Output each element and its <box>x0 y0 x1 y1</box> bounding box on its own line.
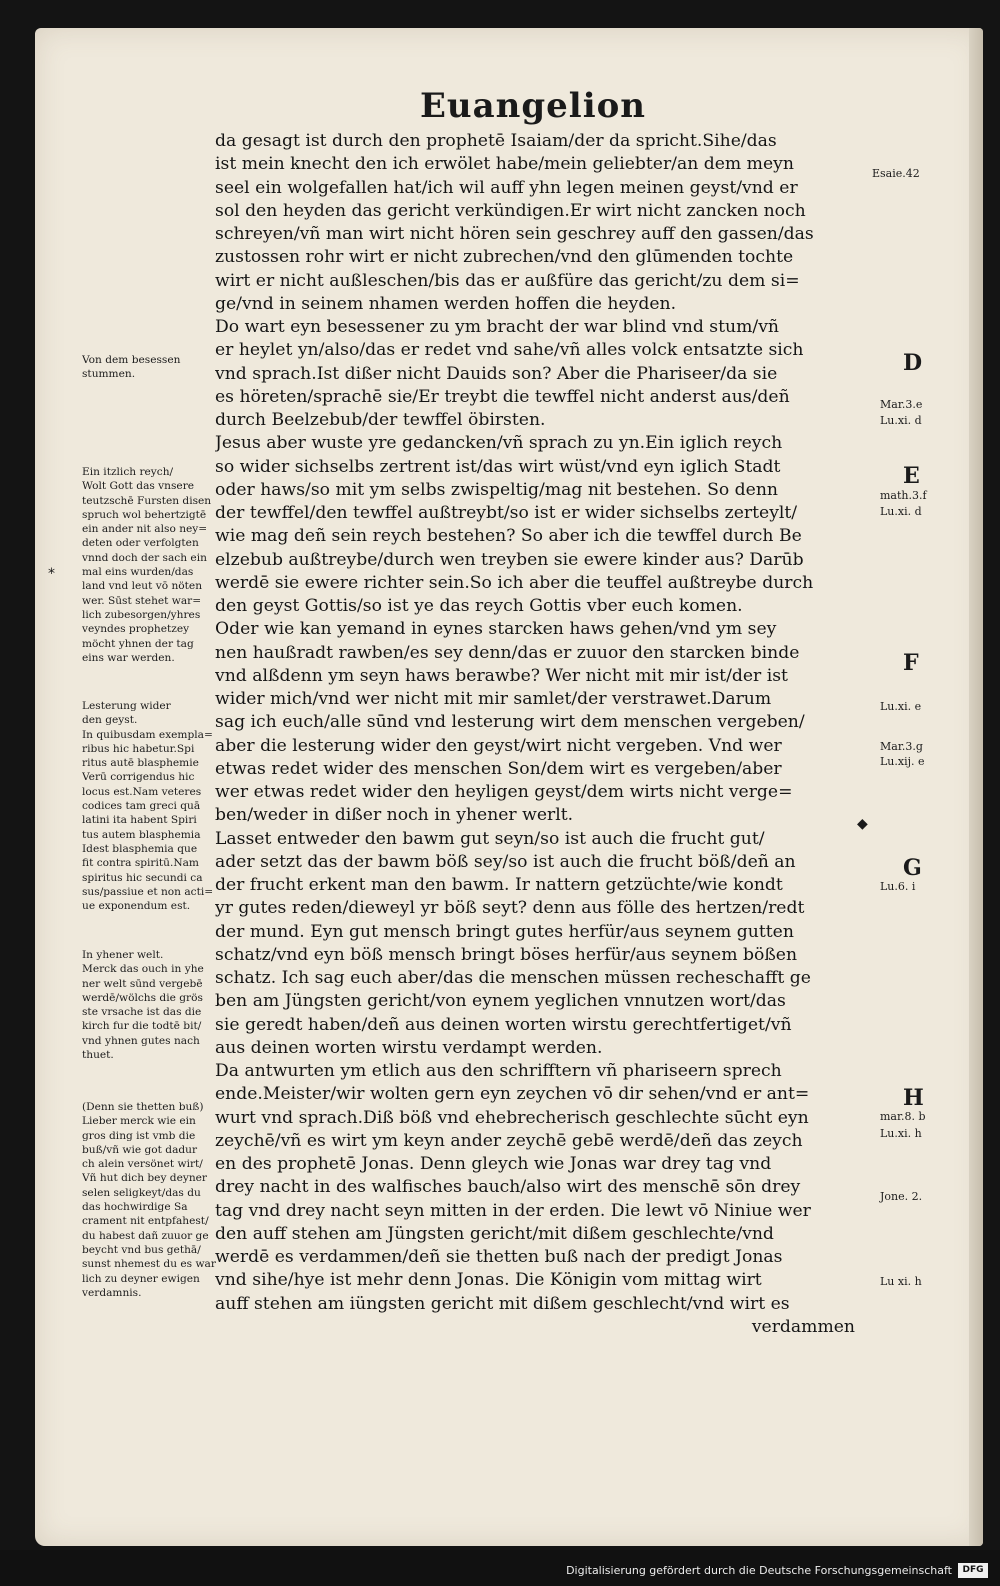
gloss-line: ue exponendum est. <box>82 900 191 913</box>
text-line: Jesus aber wuste yre gedancken/vñ sprach zu yn.Ein iglich reych <box>215 433 783 454</box>
text-line: werdē es verdammen/deñ sie thetten buß nach der predigt Jonas <box>215 1247 783 1267</box>
gloss-lesterung <box>82 699 232 913</box>
text-line: elzebub außtreybe/durch wen treyben sie ewere kinder aus? Darūb <box>215 549 804 570</box>
gloss-line: teutzschē Fursten disen <box>82 494 212 507</box>
gloss-line: In yhener welt. <box>82 949 164 961</box>
text-line: schatz. Ich sag euch aber/das die menschen müssen recheschafft ge <box>215 968 811 988</box>
text-line: seel ein wolgefallen hat/ich wil auff yhn legen meinen geyst/vnd er <box>215 177 798 198</box>
gloss-line: Verū corrigendus hic <box>82 771 195 784</box>
ref-mar3g: Mar.3.g <box>880 740 923 753</box>
text-line: ge/vnd in seinem nhamen werden hoffen die heyden. <box>215 293 677 314</box>
text-line: den auff stehen am Jüngsten gericht/mit dißem geschlechte/vnd <box>215 1223 774 1244</box>
section-letter-h: H <box>903 1085 924 1111</box>
text-line: den geyst Gottis/so ist ye das reych Gottis vber euch komen. <box>215 596 743 616</box>
text-line: wie mag deñ sein reych bestehen? So aber ich die tewffel durch Be <box>215 526 802 547</box>
dfg-logo: DFG <box>958 1563 988 1578</box>
gloss-line: Merck das ouch in yhe <box>82 963 204 976</box>
gloss-line: In quibusdam exempla= <box>82 728 213 741</box>
gloss-line: veyndes prophetzey <box>82 623 190 636</box>
section-letter-e: E <box>903 463 920 489</box>
gloss-line: thuet. <box>82 1049 114 1062</box>
gloss-line: deten oder verfolgten <box>82 537 199 550</box>
gloss-line: verdamnis. <box>82 1286 142 1299</box>
gloss-line: selen seligkeyt/das du <box>82 1186 201 1199</box>
gloss-line: Wolt Gott das vnsere <box>82 480 195 493</box>
gloss-line: lich zubesorgen/yhres <box>82 608 201 621</box>
gloss-buss <box>82 1100 232 1300</box>
text-line: der mund. Eyn gut mensch bringt gutes herfür/aus seynem gutten <box>215 921 794 942</box>
text-line: etwas redet wider des menschen Son/dem wirt es vergeben/aber <box>215 758 782 779</box>
gloss-line: latini ita habent Spiri <box>82 814 197 827</box>
text-line: schreyen/vñ man wirt nicht hören sein geschrey auff den gassen/das <box>215 224 814 244</box>
text-line: ist mein knecht den ich erwölet habe/mein geliebter/an dem meyn <box>215 154 794 175</box>
text-line: aus deinen worten wirstu verdampt werden. <box>215 1037 603 1058</box>
gloss-line: Von dem besessen <box>82 354 181 366</box>
text-line: er heylet yn/also/das er redet vnd sahe/vñ alles volck entsatzte sich <box>215 340 804 361</box>
text-line: vnd sihe/hye ist mehr denn Jonas. Die Königin vom mittag wirt <box>215 1270 762 1291</box>
digitization-credit: Digitalisierung gefördert durch die Deutsche Forschungsgemeinschaft <box>566 1564 952 1577</box>
gloss-line: den geyst. <box>82 714 138 727</box>
text-line: vnd sprach.Ist dißer nicht Dauids son? Aber die Phariseer/da sie <box>215 363 778 384</box>
ref-mar8b: mar.8. b <box>880 1110 926 1123</box>
gloss-line: werdē/wölchs die grös <box>82 991 203 1004</box>
text-line: vnd alßdenn ym seyn haws berawbe? Wer nicht mit mir ist/der ist <box>215 665 788 686</box>
text-line: es höreten/sprachē sie/Er treybt die tewffel nicht anderst aus/deñ <box>215 386 790 407</box>
gloss-line: spruch wol behertzigtē <box>82 508 207 521</box>
text-line: da gesagt ist durch den prophetē Isaiam/der da spricht.Sihe/das <box>215 131 777 151</box>
gloss-line: ch alein versönet wirt/ <box>82 1158 203 1171</box>
gloss-line: vnnd doch der sach ein <box>82 551 207 564</box>
section-letter-d: D <box>903 350 923 376</box>
gloss-line: spiritus hic secundi ca <box>82 871 203 884</box>
gloss-line: Ein itzlich reych/ <box>82 466 174 478</box>
text-line: yr gutes reden/dieweyl yr böß seyt? denn aus fölle des hertzen/redt <box>215 898 805 919</box>
gloss-line: sus/passiue et non acti= <box>82 885 214 898</box>
text-line: oder haws/so mit ym selbs zwispeltig/mag nit bestehen. So denn <box>215 479 778 500</box>
gloss-line: das hochwirdige Sa <box>82 1201 188 1214</box>
gloss-line: ein ander nit also ney= <box>82 523 208 536</box>
ref-lu-xi-d-1: Lu.xi. d <box>880 414 922 427</box>
gloss-line: (Denn sie thetten buß) <box>82 1101 204 1113</box>
text-line: nen haußradt rawben/es sey denn/das er zuuor den starcken binde <box>215 642 800 663</box>
ref-lu6i: Lu.6. i <box>880 880 916 893</box>
ref-lu-xi-h-2: Lu xi. h <box>880 1275 922 1288</box>
ref-esaie: Esaie.42 <box>872 167 920 180</box>
text-line: schatz/vnd eyn böß mensch bringt böses herfür/aus seynem bößen <box>215 944 798 965</box>
gloss-line: gros ding ist vmb die <box>82 1129 196 1142</box>
ref-lu-xi-h-1: Lu.xi. h <box>880 1127 922 1140</box>
gloss-line: ner welt sūnd vergebē <box>82 977 203 990</box>
gloss-line: codices tam greci quā <box>82 800 201 813</box>
page-edge <box>969 28 983 1546</box>
gloss-line: lich zu deyner ewigen <box>82 1272 200 1285</box>
text-line: Oder wie kan yemand in eynes starcken haws gehen/vnd ym sey <box>215 619 777 640</box>
gloss-line: wer. Sūst stehet war= <box>82 594 202 607</box>
text-line: sie geredt haben/deñ aus deinen worten wirstu gerechtfertiget/vñ <box>215 1014 792 1035</box>
text-line: wider mich/vnd wer nicht mit mir samlet/der verstrawet.Darum <box>215 689 772 709</box>
text-line: der tewffel/den tewffel außtreybt/so ist er wider sichselbs zerteylt/ <box>215 503 798 523</box>
ref-lu-xi-d-2: Lu.xi. d <box>880 505 922 518</box>
gloss-line: Vñ hut dich bey deyner <box>82 1172 207 1185</box>
gloss-line: land vnd leut vō nöten <box>82 580 203 593</box>
text-line: ader setzt das der bawm böß sey/so ist auch die frucht böß/deñ an <box>215 851 796 872</box>
text-line: ben/weder in dißer noch in yhener werlt. <box>215 805 574 826</box>
text-line: tag vnd drey nacht seyn mitten in der erden. Die lewt vō Niniue wer <box>215 1200 811 1221</box>
text-line: ende.Meister/wir wolten gern eyn zeychen vō dir sehen/vnd er ant= <box>215 1084 810 1105</box>
gloss-line: locus est.Nam veteres <box>82 785 202 798</box>
diamond-mark-icon: ◆ <box>857 816 868 832</box>
text-line: wer etwas redet wider den heyligen geyst/dem wirts nicht verge= <box>215 782 793 802</box>
ref-math3f: math.3.f <box>880 489 927 502</box>
gloss-line: tus autem blasphemia <box>82 828 201 841</box>
gloss-line: vnd yhnen gutes nach <box>82 1034 200 1047</box>
gloss-line: ribus hic habetur.Spi <box>82 742 195 755</box>
text-line: so wider sichselbs zertrent ist/das wirt wüst/vnd eyn iglich Stadt <box>215 456 781 477</box>
gloss-besessen <box>82 353 232 382</box>
gloss-line: crament nit entpfahest/ <box>82 1215 209 1228</box>
main-text-column <box>215 130 855 1339</box>
text-line: der frucht erkent man den bawm. Ir nattern getzüchte/wie kondt <box>215 875 783 895</box>
text-line: drey nacht in des walfisches bauch/also wirt des menschē sōn drey <box>215 1177 801 1198</box>
section-letter-g: G <box>903 855 922 881</box>
text-line: auff stehen am iüngsten gericht mit dißem geschlecht/vnd wirt es <box>215 1293 790 1314</box>
text-line: durch Beelzebub/der tewffel öbirsten. <box>215 410 546 430</box>
text-line: zustossen rohr wirt er nicht zubrechen/vnd den glūmenden tochte <box>215 247 794 268</box>
gloss-line: ritus autē blasphemie <box>82 757 199 770</box>
text-line: en des prophetē Jonas. Denn gleych wie Jonas war drey tag vnd <box>215 1154 772 1174</box>
gloss-line: Lieber merck wie ein <box>82 1115 196 1128</box>
gloss-line: beycht vnd bus gethā/ <box>82 1243 201 1256</box>
running-head: Euangelion <box>420 86 647 126</box>
gloss-line: Lesterung wider <box>82 700 171 712</box>
gloss-line: sunst nhemest du es war <box>82 1258 216 1271</box>
text-line: zeychē/vñ es wirt ym keyn ander zeychē gebē werdē/deñ das zeych <box>215 1130 803 1151</box>
text-line: sag ich euch/alle sūnd vnd lesterung wirt dem menschen vergeben/ <box>215 712 805 733</box>
gloss-line: mal eins wurden/das <box>82 566 194 579</box>
ref-jone2: Jone. 2. <box>880 1190 923 1203</box>
gloss-line: eins war werden. <box>82 651 175 664</box>
text-line: aber die lesterung wider den geyst/wirt nicht vergeben. Vnd wer <box>215 735 782 756</box>
text-line: Do wart eyn besessener zu ym bracht der war blind vnd stum/vñ <box>215 317 779 337</box>
catchword: verdammen <box>751 1316 855 1337</box>
gloss-reych <box>82 465 232 665</box>
text-line: ben am Jüngsten gericht/von eynem yeglichen vnnutzen wort/das <box>215 991 786 1012</box>
gloss-line: stummen. <box>82 368 136 381</box>
gloss-line: buß/vñ wie got dadur <box>82 1143 198 1156</box>
ref-lu-xi-e: Lu.xi. e <box>880 700 922 713</box>
gloss-line: möcht yhnen der tag <box>82 637 194 650</box>
text-line: werdē sie ewere richter sein.So ich aber die teuffel außtreybe durch <box>215 572 814 593</box>
gloss-line: ste vrsache ist das die <box>82 1006 202 1019</box>
text-line: Lasset entweder den bawm gut seyn/so ist auch die frucht gut/ <box>215 828 765 849</box>
footer-bar <box>0 1550 1000 1586</box>
gloss-line: kirch fur die todtē bit/ <box>82 1020 202 1033</box>
ref-mar3e: Mar.3.e <box>880 398 923 411</box>
gloss-line: Idest blasphemia que <box>82 842 198 855</box>
gloss-line: du habest dañ zuuor ge <box>82 1229 209 1242</box>
text-line: Da antwurten ym etlich aus den schrifftern vñ phariseern sprech <box>215 1061 782 1081</box>
gloss-line: fit contra spiritū.Nam <box>82 857 199 870</box>
gloss-yhener-welt <box>82 948 232 1062</box>
ref-lu-xij-e: Lu.xij. e <box>880 755 925 768</box>
text-line: sol den heyden das gericht verkündigen.Er wirt nicht zancken noch <box>215 200 806 221</box>
text-line: wurt vnd sprach.Diß böß vnd ehebrecherisch geschlechte sūcht eyn <box>215 1107 809 1128</box>
text-line: wirt er nicht außleschen/bis das er außfüre das gericht/zu dem si= <box>215 270 800 291</box>
asterisk-mark-icon: * <box>48 566 55 582</box>
section-letter-f: F <box>903 650 919 676</box>
